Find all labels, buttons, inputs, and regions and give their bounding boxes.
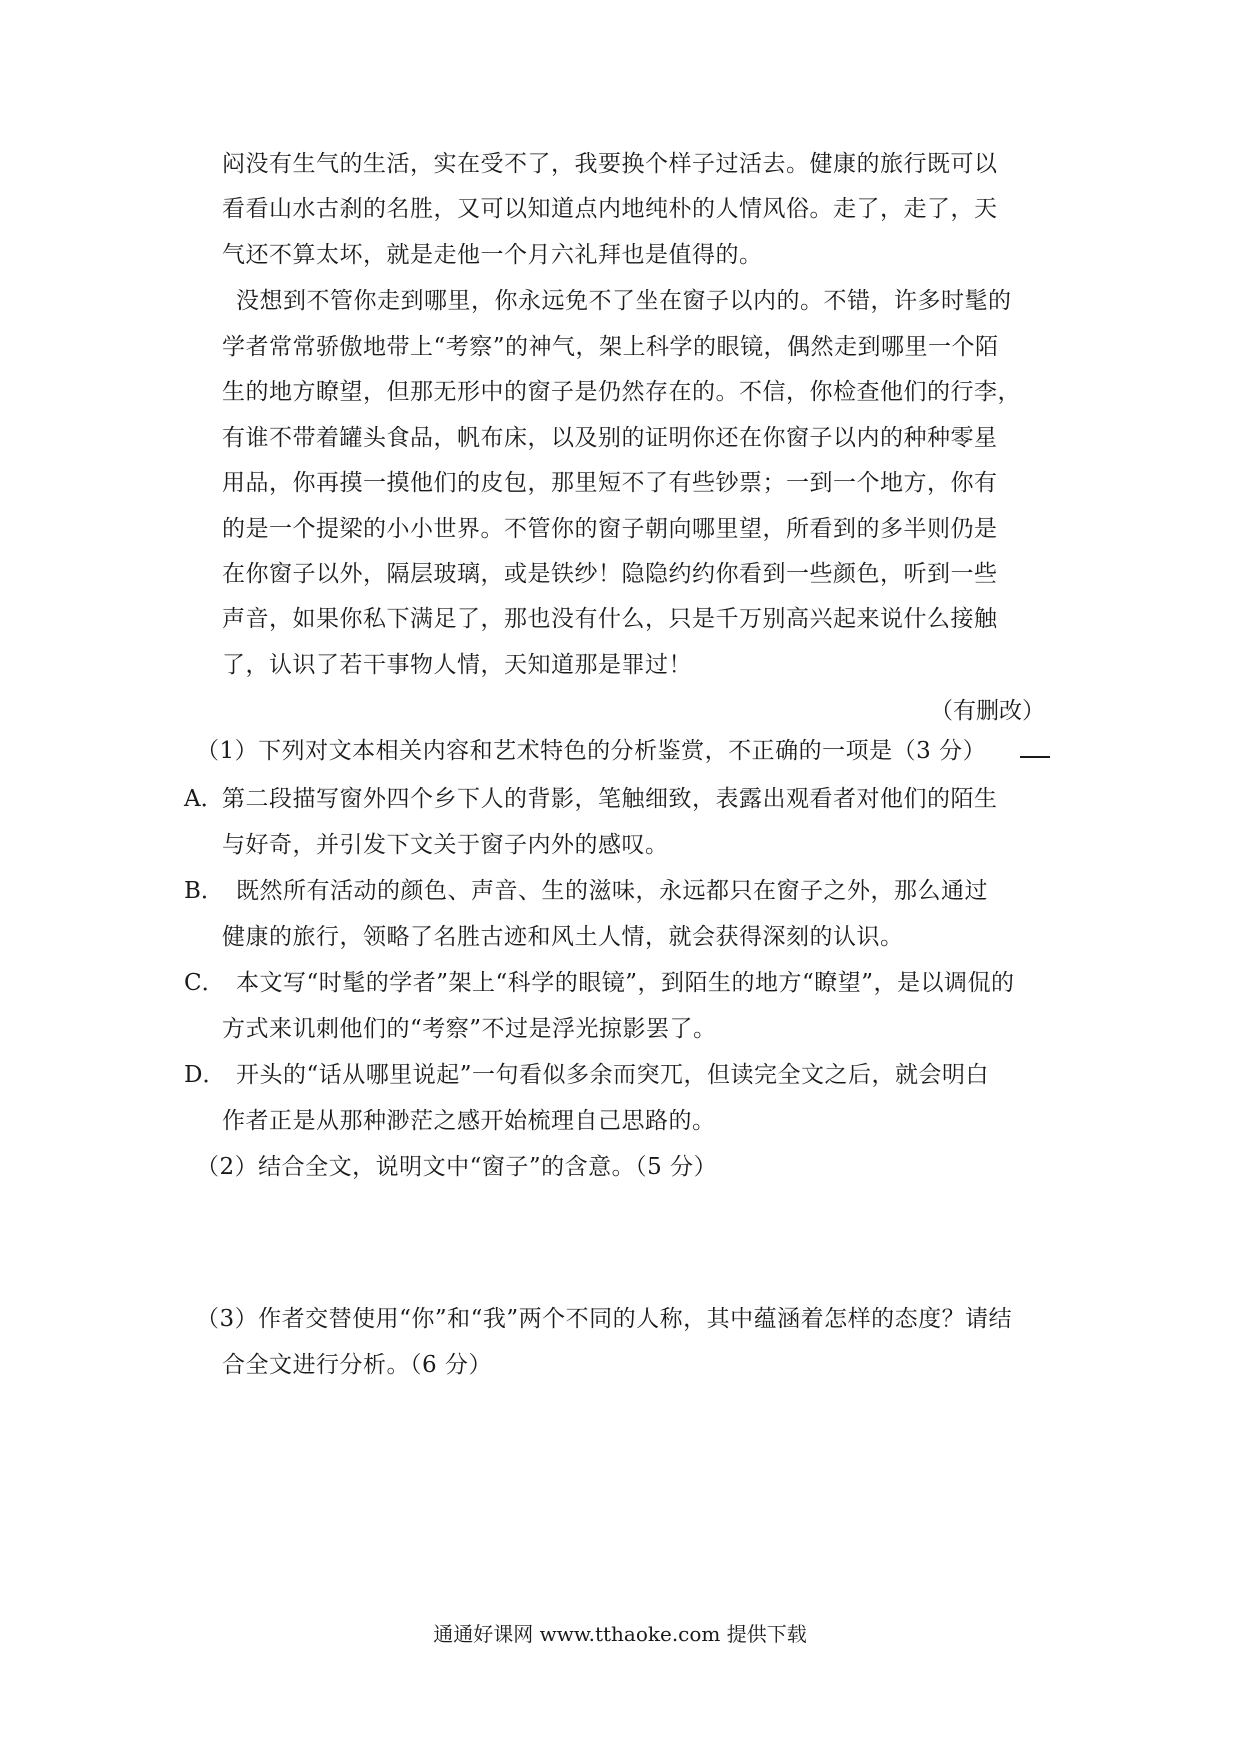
passage-line: 生的地方瞭望，但那无形中的窗子是仍然存在的。不信，你检查他们的行李， xyxy=(222,379,1021,405)
passage-line: 闷没有生气的生活，实在受不了，我要换个样子过活去。健康的旅行既可以 xyxy=(222,151,998,177)
passage-line: 在你窗子以外，隔层玻璃，或是铁纱！隐隐约约你看到一些颜色，听到一些 xyxy=(222,561,998,587)
answer-blank xyxy=(1020,756,1050,758)
passage-line: 没想到不管你走到哪里，你永远免不了坐在窗子以内的。不错，许多时髦的 xyxy=(236,288,1012,314)
question-1-stem: （1）下列对文本相关内容和艺术特色的分析鉴赏，不正确的一项是（3 分） xyxy=(196,738,987,764)
option-d-letter: D． xyxy=(184,1062,226,1088)
passage-line: 了，认识了若干事物人情，天知道那是罪过！ xyxy=(222,652,692,678)
question-3-stem: （3）作者交替使用“你”和“我”两个不同的人称，其中蕴涵着怎样的态度？请结 xyxy=(196,1306,1013,1332)
option-d-text: 开头的“话从哪里说起”一句看似多余而突兀，但读完全文之后，就会明白 xyxy=(236,1062,990,1088)
option-a-letter: A． xyxy=(184,786,224,812)
passage-line: 用品，你再摸一摸他们的皮包，那里短不了有些钞票；一到一个地方，你有 xyxy=(222,470,998,496)
option-b-text: 健康的旅行，领略了名胜古迹和风土人情，就会获得深刻的认识。 xyxy=(222,924,904,950)
option-b-text: 既然所有活动的颜色、声音、生的滋味，永远都只在窗子之外，那么通过 xyxy=(236,878,988,904)
passage-line: 的是一个提梁的小小世界。不管你的窗子朝向哪里望，所看到的多半则仍是 xyxy=(222,516,998,542)
passage-line: 气还不算太坏，就是走他一个月六礼拜也是值得的。 xyxy=(222,242,763,268)
page-footer: 通通好课网 www.tthaoke.com 提供下载 xyxy=(433,1622,807,1646)
option-c-text: 方式来讥刺他们的“考察”不过是浮光掠影罢了。 xyxy=(222,1016,717,1042)
passage-line: 声音，如果你私下满足了，那也没有什么，只是千万别高兴起来说什么接触 xyxy=(222,606,998,632)
passage-line: 学者常常骄傲地带上“考察”的神气，架上科学的眼镜，偶然走到哪里一个陌 xyxy=(222,334,999,360)
option-c-letter: C． xyxy=(184,970,225,996)
passage-line: 有谁不带着罐头食品，帆布床，以及别的证明你还在你窗子以内的种种零星 xyxy=(222,425,998,451)
option-d-text: 作者正是从那种渺茫之感开始梳理自己思路的。 xyxy=(222,1108,716,1134)
question-3-stem: 合全文进行分析。（6 分） xyxy=(222,1352,492,1378)
option-a-text: 与好奇，并引发下文关于窗子内外的感叹。 xyxy=(222,832,669,858)
option-a-text: 第二段描写窗外四个乡下人的背影，笔触细致，表露出观看者对他们的陌生 xyxy=(222,786,998,812)
question-2-stem: （2）结合全文，说明文中“窗子”的含意。（5 分） xyxy=(196,1154,718,1180)
source-note: （有删改） xyxy=(930,698,1045,724)
option-b-letter: B． xyxy=(184,878,224,904)
passage-line: 看看山水古刹的名胜，又可以知道点内地纯朴的人情风俗。走了，走了，天 xyxy=(222,196,998,222)
option-c-text: 本文写“时髦的学者”架上“科学的眼镜”，到陌生的地方“瞭望”，是以调侃的 xyxy=(236,970,1015,996)
